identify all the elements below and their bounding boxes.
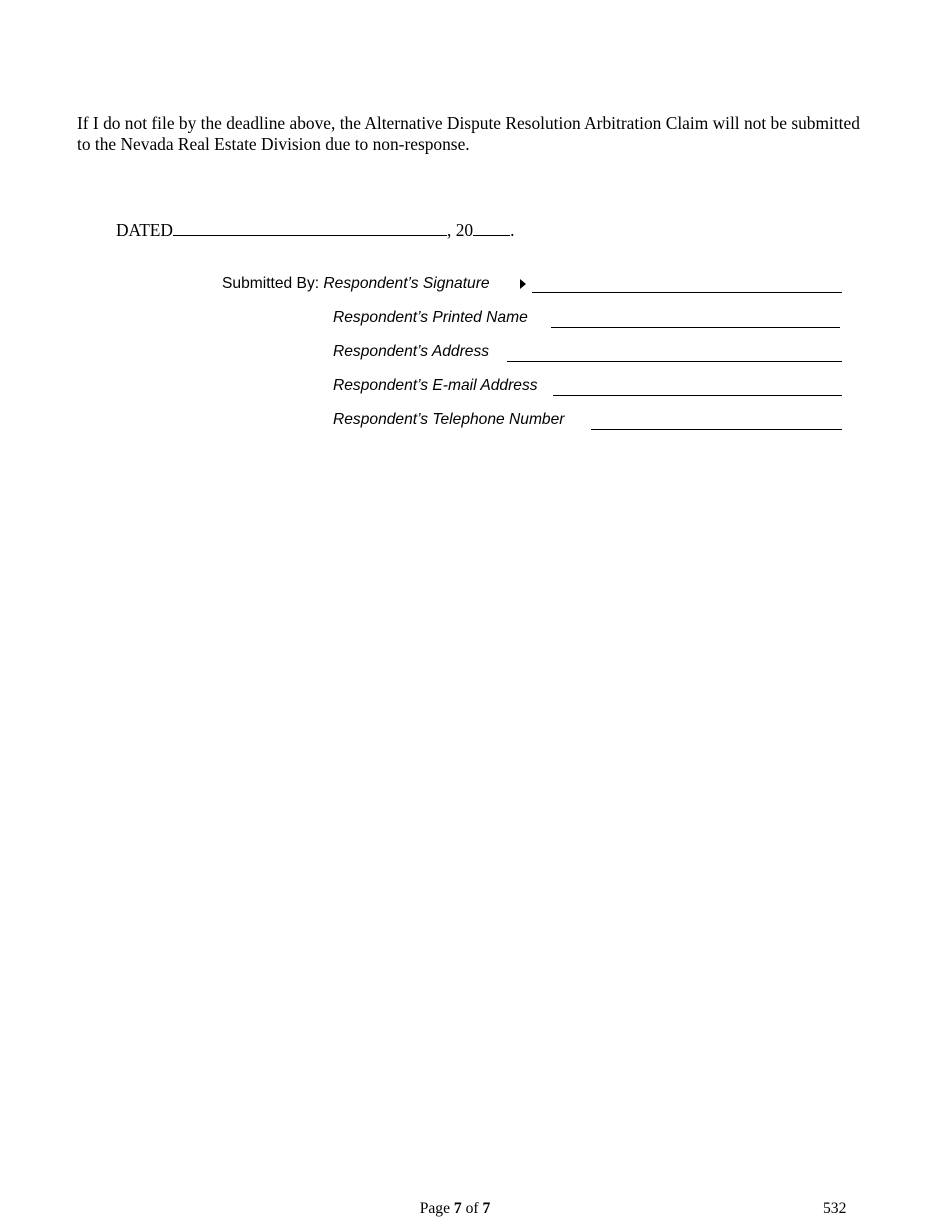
telephone-line[interactable]: [591, 429, 842, 430]
submitted-by-label: Submitted By:: [222, 275, 320, 292]
printed-name-line[interactable]: [551, 327, 840, 328]
telephone-label: Respondent’s Telephone Number: [333, 411, 565, 428]
current-page: 7: [453, 1200, 462, 1217]
address-label: Respondent’s Address: [333, 343, 490, 360]
total-pages: 7: [482, 1200, 491, 1217]
date-blank-field[interactable]: [173, 220, 447, 236]
of-word: of: [465, 1200, 479, 1217]
address-line[interactable]: [507, 361, 842, 362]
printed-name-label: Respondent’s Printed Name: [333, 309, 528, 326]
address-row: [333, 342, 489, 362]
dated-period: .: [510, 220, 515, 240]
intro-paragraph: If I do not file by the deadline above, the Alternative Dispute Resolution Arbitration Claim will not be submitted to the Nevada Real Estate Division due to non-response.: [77, 113, 860, 154]
signature-label: Respondent’s Signature: [323, 275, 490, 292]
arrow-right-icon: [520, 279, 526, 289]
year-blank-field[interactable]: [473, 220, 510, 236]
email-row: [333, 376, 538, 396]
document-number: 532: [823, 1200, 847, 1217]
submitted-by-row: [222, 274, 490, 294]
email-line[interactable]: [553, 395, 842, 396]
telephone-row: [333, 410, 564, 430]
page-word: Page: [419, 1200, 450, 1217]
dated-line: [116, 219, 514, 241]
printed-name-row: [333, 308, 528, 328]
dated-label: DATED: [116, 220, 173, 240]
page-indicator: [0, 1199, 910, 1219]
year-prefix: , 20: [447, 220, 474, 240]
signature-line[interactable]: [532, 292, 842, 293]
email-label: Respondent’s E-mail Address: [333, 377, 538, 394]
